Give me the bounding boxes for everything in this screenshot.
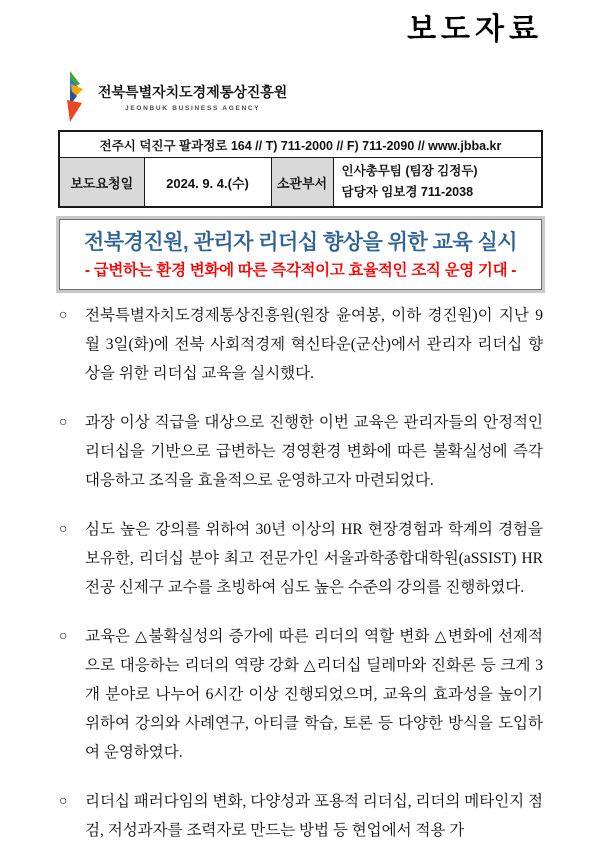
department-label: 소관부서 <box>271 158 333 208</box>
circle-bullet-icon: ○ <box>59 415 68 430</box>
paragraph-text: 리더십 패러다임의 변화, 다양성과 포용적 리더십, 리더의 메타인지 점검, 저성과자를 조력자로 만드는 방법 등 현업에서 적용 가 <box>85 793 543 839</box>
org-name-en: JEONBUK BUSINESS AGENCY <box>125 105 261 112</box>
body-paragraph <box>58 515 543 602</box>
request-date-value: 2024. 9. 4.(수) <box>144 158 271 208</box>
body-paragraph <box>58 408 543 495</box>
department-team: 인사총무팀 (팀장 김정두) <box>341 164 478 179</box>
paragraph-text: 과장 이상 직급을 대상으로 진행한 이번 교육은 관리자들의 안정적인 리더십을 기반으로 급변하는 경영환경 변화에 따른 불확실성에 즉각 대응하고 조직을 효율적으로 운영하고자 마련되었다. <box>85 414 543 489</box>
department-cell <box>333 158 542 208</box>
request-date-label: 보도요청일 <box>59 158 144 208</box>
org-logo-text <box>98 82 287 112</box>
press-info-table <box>58 130 543 208</box>
circle-bullet-icon: ○ <box>59 629 68 644</box>
info-row <box>59 158 542 208</box>
headline-subtitle: - 급변하는 환경 변화에 따른 즉각적이고 효율적인 조직 운영 기대 - <box>84 262 517 279</box>
paragraph-text: 심도 높은 강의를 위하여 30년 이상의 HR 현장경험과 학계의 경험을 보유한, 리더십 분야 최고 전문가인 서울과학종합대학원(aSSIST) HR전공 신제구 교수를 초빙하여 심도 높은 수준의 강의를 진행하였다. <box>85 521 543 596</box>
circle-bullet-icon: ○ <box>59 794 68 809</box>
department-contact: 담당자 임보경 711-2038 <box>341 185 474 199</box>
masthead-title: 보도자료 <box>407 13 543 46</box>
body-paragraph <box>58 787 543 845</box>
address-row <box>59 131 542 158</box>
headline-title: 전북경진원, 관리자 리더십 향상을 위한 교육 실시 <box>83 231 518 254</box>
address-line: 전주시 덕진구 팔과정로 164 // T) 711-2000 // F) 711-2090 // www.jbba.kr <box>59 131 542 158</box>
circle-bullet-icon: ○ <box>59 522 68 537</box>
circle-bullet-icon: ○ <box>59 308 68 323</box>
headline-box <box>59 219 542 290</box>
paragraph-text: 교육은 △불확실성의 증가에 따른 리더의 역할 변화 △변화에 선제적으로 대응하는 리더의 역량 강화 △리더십 딜레마와 진화론 등 크게 3개 분야로 나누어 6시간 이상 진행되었으며, 교육의 효과성을 높이기 위하여 강의와 사례연구, 아티클 학습, 토론 등 다양한 방식을 도입하여 운영하였다. <box>85 628 543 761</box>
body-paragraph <box>58 622 543 767</box>
paragraph-text: 전북특별자치도경제통상진흥원(원장 윤여봉, 이하 경진원)이 지난 9월 3일(화)에 전북 사회적경제 혁신타운(군산)에서 관리자 리더십 향상을 위한 리더십 교육을 실시했다. <box>85 307 543 382</box>
body-paragraph <box>58 301 543 388</box>
org-name: 전북특별자치도경제통상진흥원 <box>98 84 288 100</box>
org-logo-icon <box>58 70 91 124</box>
org-logo <box>58 70 543 124</box>
article-body <box>58 301 543 845</box>
